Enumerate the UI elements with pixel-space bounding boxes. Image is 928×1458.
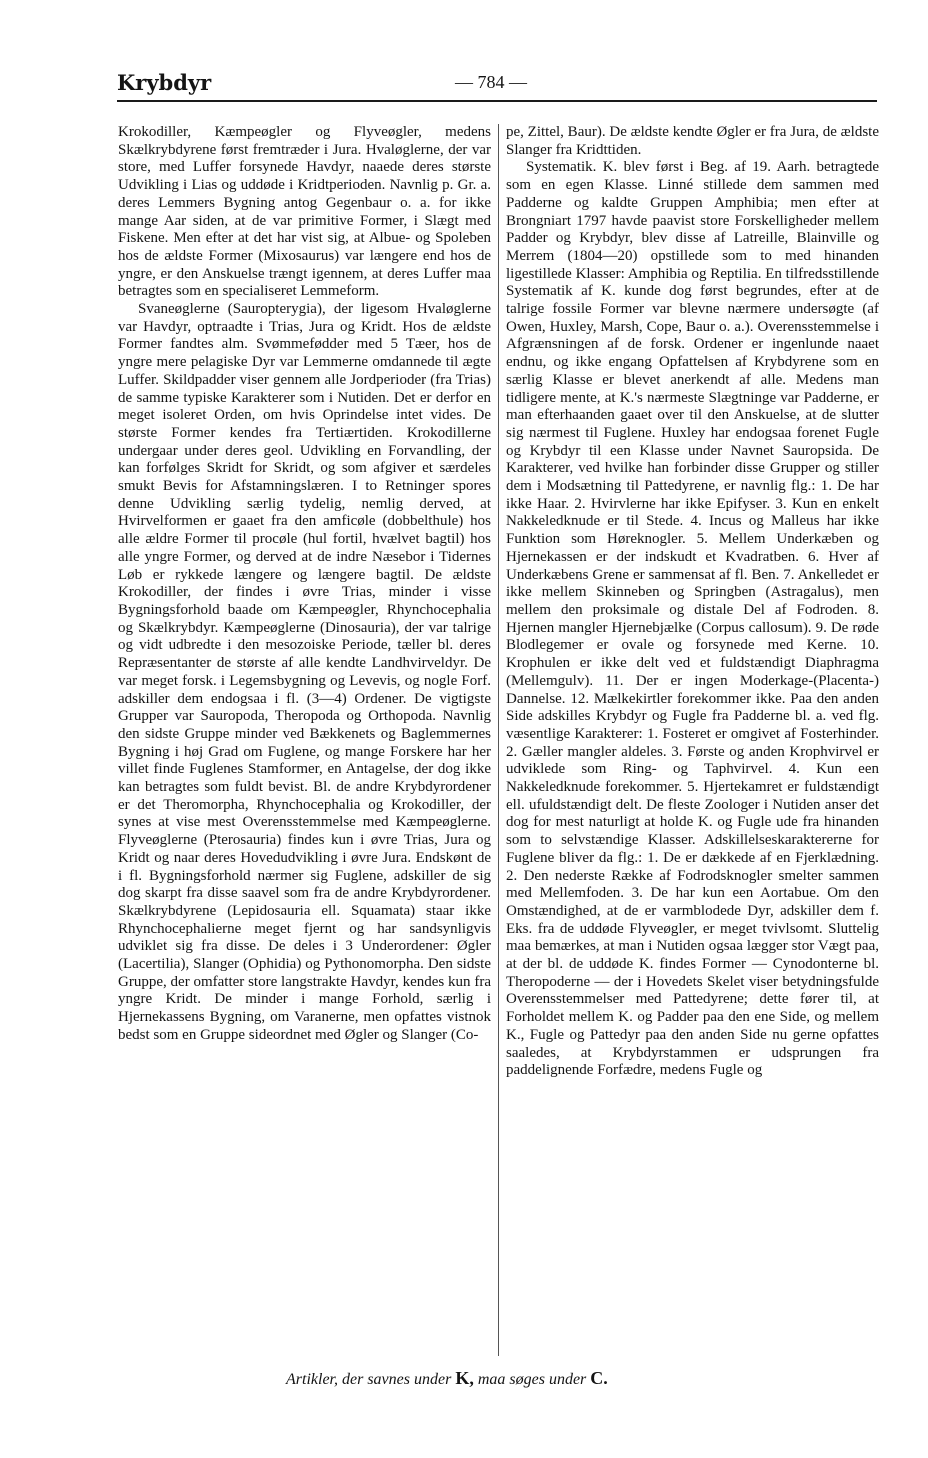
column-divider bbox=[498, 124, 499, 1356]
right-paragraph-2: Systematik. K. blev først i Beg. af 19. Aarh. betragtede som en egen Klasse. Linné stillede dem sammen med Padderne og kaldte Gruppen Amphibia; men efter at Brongniart 1797 havde paavist store Forskelligheder mellem Padder og Krybdyr, blev disse af Latreille, Blainville og Merrem (1804—20) opstillede som to med hinanden ligestillede Klasser: Amphibia og Reptilia. En tilfredsstillende Systematik af K. kunde dog først begrundes, efter at de talrige fossile Former var blevne nærmere undersøgte (af Owen, Huxley, Marsh, Cope, Baur o. a.). Overensstemmelse i Afgrænsningen af de forsk. Ordener er ingenlunde naaet endnu, og ikke engang Opfattelsen af Krybdyrene som en særlig Klasse er blevet anerkendt af alle. Medens man tidligere mente, at K.'s nærmeste Slægtninge var Padderne, er man efterhaanden gaaet over til den Anskuelse, at de slutter sig nærmest til Fuglene. Huxley har endogsaa forenet Fugle og Krybdyr til een Klasse under Navnet Sauropsida. De Karakterer, ved hvilke han forbinder disse Grupper og stiller dem i Modsætning til Pattedyrene, er navnlig flg.: 1. De har ikke Haar. 2. Hvirvlerne har ikke Epifyser. 3. Kun en enkelt Nakkeledknude er til Stede. 4. Incus og Malleus har ikke Funktion som Høreknogler. 5. Mellem Underkæben og Hjernekassen er der indskudt et Kvadratben. 6. Hver af Underkæbens Grene er sammensat af fl. Ben. 7. Ankelledet er ikke mellem Skinneben og Springben (Astragalus), men mellem den proksimale og distale Del af Fodroden. 8. Hjernen mangler Hjernebjælke (Corpus callosum). 9. De røde Blodlegemer er ovale og forsynede med Kerne. 10. Krophulen er ikke delt ved et fuldstændigt Diaphragma (Mellemgulv). 11. Der er ingen Moderkage-(Placenta-) Dannelse. 12. Mælkekirtler forekommer ikke. Paa den anden Side adskilles Krybdyr og Fugle fra Padderne bl. a. ved flg. væsentlige Karakterer: 1. Fosteret er omgivet af Fosterhinder. 2. Gæller mangler aldeles. 3. Første og anden Krophvirvel er udviklede som Ring- og Taphvirvel. 4. Kun een Nakkeledknude forekommer. 5. Hjertekamret er fuldstændigt ell. ufuldstændigt delt. De fleste Zoologer i Nutiden anser det dog for mest naturligt at holde K. og Fugle ude fra hinanden som to selvstændige Klasser. Adskillelseskaraktererne for Fuglene bliver da flg.: 1. De er dækkede af en Fjerklædning. 2. Den nederste Række af Fodrodsknogler smelter sammen med Mellemfoden. 3. De har kun een Aortabue. Om den Omstændighed, at de er varmblodede Dyr, adskiller dem f. Eks. fra de uddøde Flyveøgler, er meget tvivlsomt. Sluttelig maa bemærkes, at man i Nutiden ogsaa lægger stor Vægt paa, at der bl. de uddøde K. findes Former — Cynodonterne bl. Theropoderne — der i Hovedets Skelet viser betydningsfulde Overensstemmelser med Pattedyrene; dette fører til, at Forholdet mellem K. og Padder paa den ene Side, og mellem K., Fugle og Pattedyr paa den anden Side nu gerne opfattes saaledes, at Krybdyrstammen er udsprungen fra paddelignende Forfædre, medens Fugle og bbox=[506, 159, 879, 1079]
footer-note bbox=[286, 1368, 608, 1389]
left-column bbox=[118, 124, 491, 1045]
footer-text-mid: maa søges under bbox=[473, 1371, 591, 1388]
footer-letter-c: C. bbox=[590, 1368, 608, 1388]
running-head-title: Krybdyr bbox=[117, 70, 212, 95]
header-rule bbox=[117, 100, 877, 102]
footer-text-pre: Artikler, der savnes under bbox=[286, 1371, 456, 1388]
right-column bbox=[506, 124, 879, 1080]
page-number: — 784 — bbox=[455, 72, 527, 92]
right-paragraph-1: pe, Zittel, Baur). De ældste kendte Øgler er fra Jura, de ældste Slanger fra Kridttiden. bbox=[506, 124, 879, 158]
left-paragraph-1: Krokodiller, Kæmpeøgler og Flyveøgler, medens Skælkrybdyrene først fremtræder i Jura. Hvaløglerne, der var store, med Luffer forsynede Havdyr, naaede deres største Udvikling i Lias og uddøde i Kridtperioden. Navnlig p. Gr. a. deres Lemmers Bygning antog Gegenbaur o. a. for ikke mange Aar siden, at de var primitive Former, i Slægt med Fiskene. Men efter at det har vist sig, at Albue- og Spoleben hos de ældste Former (Mixosaurus) var længere end hos de yngre, er den Anskuelse trængt igennem, at deres Luffer maa betragtes som en specialiseret Lemmeform. bbox=[118, 124, 491, 300]
footer-letter-k: K, bbox=[455, 1368, 474, 1388]
left-paragraph-2: Svaneøglerne (Sauropterygia), der ligesom Hvaløglerne var Havdyr, optraadte i Trias, Jura og Kridt. Hos de ældste Former fandtes alm. Svømmefødder med 5 Tæer, hos de yngre mere pelagiske Dyr var Lemmerne omdannede til ægte Luffer. Skildpadder viser gennem alle Jordperioder (fra Trias) de samme typiske Karakterer som i Nutiden. Det er derfor en meget isoleret Orden, om hvis Oprindelse intet vides. De største Former kendes fra Tertiærtiden. Krokodillerne undergaar under deres geol. Udvikling en Forvandling, der kan forfølges Skridt for Skridt, og som afgiver et særdeles smukt Bevis for Afstamningslæren. I to Retninger spores denne Udvikling særlig tydelig, nemlig derved, at Hvirvelformen er gaaet fra den amficøle (dobbelthule) hos alle ældre Former til procøle (hul fortil, hvælvet bagtil) hos alle yngre Former, og derved at de indre Næsebor i Tidernes Løb er rykkede længere og længere bagtil. De ældste Krokodiller, der findes i øvre Trias, minder i visse Bygningsforhold baade om Kæmpeøgler, Rhynchocephalia og Skælkrybdyr. Kæmpeøglerne (Dinosauria), der var talrige og vidt udbredte i den mesozoiske Periode, tæller bl. deres Repræsentanter de største af alle kendte Landhvirveldyr. De var meget forsk. i Legemsbygning og Levevis, og nogle Forf. adskiller dem endogsaa i fl. (3—4) Ordener. De vigtigste Grupper var Sauropoda, Theropoda og Orthopoda. Navnlig den sidste Gruppe minder ved Bækkenets og Baglemmernes Bygning i høj Grad om Fuglene, og mange Forskere har her villet finde Fuglenes Stamformer, en Antagelse, der dog ikke kan betragtes som fuldt bevist. Bl. de andre Krybdyrordener er det Theromorpha, Rhynchocephalia og Krokodiller, der synes at vise mest Overensstemmelse med Kæmpeøglerne. Flyveøglerne (Pterosauria) findes kun i øvre Trias, Jura og Kridt og naar deres Hovedudvikling i øvre Jura. Endskønt de i fl. Bygningsforhold nærmer sig Fuglene, adskiller de sig dog skarpt fra disse saavel som fra de andre Krybdyrordener. Skælkrybdyrene (Lepidosauria ell. Squamata) staar ikke Rhynchocephalierne meget fjernt og har sandsynligvis udviklet sig fra disse. De deles i 3 Underordener: Øgler (Lacertilia), Slanger (Ophidia) og Pythonomorpha. Den sidste Gruppe, der omfatter store langstrakte Havdyr, kendes kun fra yngre Kridt. De minder i mange Forhold, særlig i Hjernekassens Bygning, om Varanerne, men opfattes vistnok bedst som en Gruppe sideordnet med Øgler og Slanger (Co- bbox=[118, 301, 491, 1043]
